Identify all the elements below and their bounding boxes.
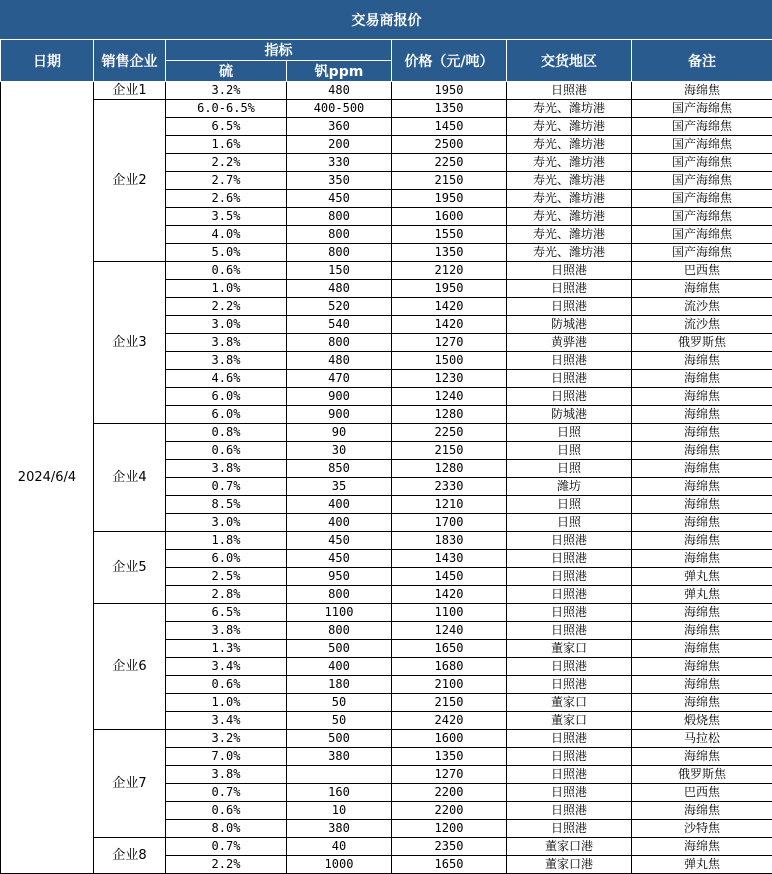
location-cell: 寿光、潍坊港	[507, 208, 632, 226]
vanadium-cell: 10	[287, 802, 392, 820]
price-cell: 1430	[392, 550, 507, 568]
vanadium-cell: 850	[287, 460, 392, 478]
price-cell: 1240	[392, 622, 507, 640]
vanadium-cell: 180	[287, 676, 392, 694]
note-cell: 海绵焦	[632, 406, 772, 424]
vanadium-cell: 90	[287, 424, 392, 442]
table-body	[1, 82, 772, 874]
sulfur-cell: 3.8%	[166, 352, 287, 370]
location-cell: 董家口	[507, 712, 632, 730]
table-row	[1, 82, 772, 100]
vanadium-cell: 800	[287, 586, 392, 604]
vanadium-cell: 330	[287, 154, 392, 172]
location-cell: 寿光、潍坊港	[507, 118, 632, 136]
vanadium-cell: 800	[287, 244, 392, 262]
price-cell: 1200	[392, 820, 507, 838]
table-row	[1, 532, 772, 550]
sulfur-cell: 4.0%	[166, 226, 287, 244]
note-cell: 国产海绵焦	[632, 100, 772, 118]
note-cell: 弹丸焦	[632, 568, 772, 586]
note-cell: 国产海绵焦	[632, 190, 772, 208]
location-cell: 日照	[507, 496, 632, 514]
note-cell: 海绵焦	[632, 640, 772, 658]
company-cell: 企业5	[94, 532, 166, 604]
price-cell: 2100	[392, 676, 507, 694]
sulfur-cell: 2.6%	[166, 190, 287, 208]
location-cell: 日照	[507, 442, 632, 460]
sulfur-cell: 5.0%	[166, 244, 287, 262]
note-cell: 流沙焦	[632, 316, 772, 334]
note-cell: 海绵焦	[632, 550, 772, 568]
sulfur-cell: 8.0%	[166, 820, 287, 838]
sulfur-cell: 3.2%	[166, 82, 287, 100]
location-cell: 日照港	[507, 532, 632, 550]
note-cell: 海绵焦	[632, 658, 772, 676]
price-cell: 1280	[392, 406, 507, 424]
location-cell: 日照港	[507, 604, 632, 622]
location-cell: 日照港	[507, 352, 632, 370]
vanadium-cell: 480	[287, 82, 392, 100]
table-row	[1, 100, 772, 118]
vanadium-cell	[287, 766, 392, 784]
table-row	[1, 730, 772, 748]
header-note: 备注	[632, 40, 772, 82]
location-cell: 日照港	[507, 280, 632, 298]
location-cell: 防城港	[507, 316, 632, 334]
vanadium-cell: 480	[287, 352, 392, 370]
location-cell: 日照港	[507, 82, 632, 100]
header-price: 价格（元/吨）	[392, 40, 507, 82]
location-cell: 日照港	[507, 622, 632, 640]
vanadium-cell: 380	[287, 820, 392, 838]
sulfur-cell: 1.3%	[166, 640, 287, 658]
price-cell: 2500	[392, 136, 507, 154]
sulfur-cell: 0.8%	[166, 424, 287, 442]
location-cell: 日照	[507, 424, 632, 442]
sulfur-cell: 2.2%	[166, 856, 287, 874]
location-cell: 日照港	[507, 550, 632, 568]
note-cell: 俄罗斯焦	[632, 334, 772, 352]
sulfur-cell: 2.5%	[166, 568, 287, 586]
sulfur-cell: 0.7%	[166, 478, 287, 496]
vanadium-cell: 30	[287, 442, 392, 460]
table-row	[1, 838, 772, 856]
date-cell: 2024/6/4	[1, 82, 94, 874]
note-cell: 海绵焦	[632, 604, 772, 622]
location-cell: 日照港	[507, 586, 632, 604]
header-location: 交货地区	[507, 40, 632, 82]
vanadium-cell: 800	[287, 226, 392, 244]
price-cell: 1680	[392, 658, 507, 676]
location-cell: 日照港	[507, 676, 632, 694]
sulfur-cell: 3.2%	[166, 730, 287, 748]
sulfur-cell: 6.0-6.5%	[166, 100, 287, 118]
price-cell: 1280	[392, 460, 507, 478]
price-cell: 2200	[392, 784, 507, 802]
note-cell: 海绵焦	[632, 424, 772, 442]
table-row	[1, 262, 772, 280]
vanadium-cell: 500	[287, 730, 392, 748]
price-cell: 1450	[392, 118, 507, 136]
location-cell: 日照港	[507, 298, 632, 316]
price-cell: 2200	[392, 802, 507, 820]
sulfur-cell: 1.8%	[166, 532, 287, 550]
vanadium-cell: 200	[287, 136, 392, 154]
sulfur-cell: 6.0%	[166, 388, 287, 406]
vanadium-cell: 400-500	[287, 100, 392, 118]
vanadium-cell: 160	[287, 784, 392, 802]
price-cell: 1950	[392, 82, 507, 100]
location-cell: 防城港	[507, 406, 632, 424]
note-cell: 海绵焦	[632, 460, 772, 478]
vanadium-cell: 950	[287, 568, 392, 586]
location-cell: 潍坊	[507, 478, 632, 496]
price-cell: 1100	[392, 604, 507, 622]
location-cell: 日照港	[507, 784, 632, 802]
price-cell: 2250	[392, 154, 507, 172]
vanadium-cell: 400	[287, 658, 392, 676]
note-cell: 国产海绵焦	[632, 154, 772, 172]
sulfur-cell: 0.7%	[166, 784, 287, 802]
price-cell: 1650	[392, 640, 507, 658]
vanadium-cell: 470	[287, 370, 392, 388]
vanadium-cell: 450	[287, 550, 392, 568]
sulfur-cell: 2.8%	[166, 586, 287, 604]
sulfur-cell: 0.6%	[166, 442, 287, 460]
note-cell: 海绵焦	[632, 370, 772, 388]
note-cell: 海绵焦	[632, 676, 772, 694]
note-cell: 马拉松	[632, 730, 772, 748]
sulfur-cell: 6.5%	[166, 604, 287, 622]
vanadium-cell: 1100	[287, 604, 392, 622]
price-cell: 1600	[392, 730, 507, 748]
price-cell: 1350	[392, 100, 507, 118]
vanadium-cell: 360	[287, 118, 392, 136]
company-cell: 企业3	[94, 262, 166, 424]
vanadium-cell: 520	[287, 298, 392, 316]
note-cell: 巴西焦	[632, 784, 772, 802]
note-cell: 国产海绵焦	[632, 118, 772, 136]
vanadium-cell: 380	[287, 748, 392, 766]
sulfur-cell: 1.6%	[166, 136, 287, 154]
note-cell: 海绵焦	[632, 622, 772, 640]
sulfur-cell: 6.0%	[166, 550, 287, 568]
company-cell: 企业4	[94, 424, 166, 532]
note-cell: 煅烧焦	[632, 712, 772, 730]
note-cell: 国产海绵焦	[632, 136, 772, 154]
vanadium-cell: 800	[287, 208, 392, 226]
price-cell: 2250	[392, 424, 507, 442]
company-cell: 企业2	[94, 100, 166, 262]
price-cell: 2420	[392, 712, 507, 730]
note-cell: 海绵焦	[632, 838, 772, 856]
location-cell: 寿光、潍坊港	[507, 172, 632, 190]
note-cell: 海绵焦	[632, 442, 772, 460]
table-title: 交易商报价	[1, 1, 772, 40]
sulfur-cell: 8.5%	[166, 496, 287, 514]
price-cell: 1500	[392, 352, 507, 370]
location-cell: 寿光、潍坊港	[507, 244, 632, 262]
sulfur-cell: 0.6%	[166, 676, 287, 694]
note-cell: 海绵焦	[632, 280, 772, 298]
sulfur-cell: 7.0%	[166, 748, 287, 766]
price-cell: 1950	[392, 190, 507, 208]
vanadium-cell: 540	[287, 316, 392, 334]
table-row	[1, 604, 772, 622]
sulfur-cell: 3.4%	[166, 658, 287, 676]
price-cell: 2330	[392, 478, 507, 496]
sulfur-cell: 3.4%	[166, 712, 287, 730]
location-cell: 日照港	[507, 766, 632, 784]
sulfur-cell: 6.0%	[166, 406, 287, 424]
price-cell: 1240	[392, 388, 507, 406]
sulfur-cell: 6.5%	[166, 118, 287, 136]
vanadium-cell: 400	[287, 514, 392, 532]
note-cell: 巴西焦	[632, 262, 772, 280]
vanadium-cell: 40	[287, 838, 392, 856]
price-cell: 1420	[392, 298, 507, 316]
location-cell: 寿光、潍坊港	[507, 190, 632, 208]
price-cell: 1270	[392, 766, 507, 784]
note-cell: 海绵焦	[632, 478, 772, 496]
price-cell: 1350	[392, 748, 507, 766]
sulfur-cell: 2.2%	[166, 298, 287, 316]
sulfur-cell: 2.2%	[166, 154, 287, 172]
company-cell: 企业6	[94, 604, 166, 730]
price-cell: 1210	[392, 496, 507, 514]
price-cell: 2350	[392, 838, 507, 856]
location-cell: 日照港	[507, 820, 632, 838]
header-vanadium: 钒ppm	[287, 61, 392, 82]
sulfur-cell: 0.7%	[166, 838, 287, 856]
note-cell: 海绵焦	[632, 352, 772, 370]
price-cell: 1830	[392, 532, 507, 550]
note-cell: 海绵焦	[632, 496, 772, 514]
price-cell: 2120	[392, 262, 507, 280]
vanadium-cell: 50	[287, 694, 392, 712]
location-cell: 日照港	[507, 370, 632, 388]
vanadium-cell: 450	[287, 190, 392, 208]
sulfur-cell: 4.6%	[166, 370, 287, 388]
vanadium-cell: 50	[287, 712, 392, 730]
location-cell: 日照港	[507, 262, 632, 280]
sulfur-cell: 3.8%	[166, 460, 287, 478]
header-company: 销售企业	[94, 40, 166, 82]
vanadium-cell: 35	[287, 478, 392, 496]
price-cell: 1550	[392, 226, 507, 244]
sulfur-cell: 1.0%	[166, 280, 287, 298]
price-cell: 1450	[392, 568, 507, 586]
location-cell: 寿光、潍坊港	[507, 226, 632, 244]
sulfur-cell: 3.8%	[166, 334, 287, 352]
company-cell: 企业8	[94, 838, 166, 874]
company-cell: 企业7	[94, 730, 166, 838]
sulfur-cell: 0.6%	[166, 802, 287, 820]
note-cell: 弹丸焦	[632, 586, 772, 604]
vanadium-cell: 150	[287, 262, 392, 280]
location-cell: 日照港	[507, 658, 632, 676]
header-indicator: 指标	[166, 40, 392, 61]
sulfur-cell: 3.0%	[166, 316, 287, 334]
location-cell: 黄骅港	[507, 334, 632, 352]
header-date: 日期	[1, 40, 94, 82]
sulfur-cell: 3.5%	[166, 208, 287, 226]
note-cell: 海绵焦	[632, 532, 772, 550]
price-cell: 2150	[392, 442, 507, 460]
note-cell: 沙特焦	[632, 820, 772, 838]
price-cell: 1270	[392, 334, 507, 352]
location-cell: 日照港	[507, 802, 632, 820]
sulfur-cell: 3.8%	[166, 766, 287, 784]
vanadium-cell: 500	[287, 640, 392, 658]
note-cell: 流沙焦	[632, 298, 772, 316]
note-cell: 海绵焦	[632, 514, 772, 532]
note-cell: 国产海绵焦	[632, 226, 772, 244]
location-cell: 日照港	[507, 388, 632, 406]
note-cell: 国产海绵焦	[632, 172, 772, 190]
note-cell: 海绵焦	[632, 802, 772, 820]
location-cell: 寿光、潍坊港	[507, 136, 632, 154]
note-cell: 国产海绵焦	[632, 244, 772, 262]
sulfur-cell: 3.0%	[166, 514, 287, 532]
vanadium-cell: 900	[287, 388, 392, 406]
note-cell: 海绵焦	[632, 694, 772, 712]
note-cell: 海绵焦	[632, 388, 772, 406]
vanadium-cell: 400	[287, 496, 392, 514]
price-cell: 1700	[392, 514, 507, 532]
note-cell: 弹丸焦	[632, 856, 772, 874]
location-cell: 寿光、潍坊港	[507, 154, 632, 172]
location-cell: 董家口	[507, 694, 632, 712]
note-cell: 国产海绵焦	[632, 208, 772, 226]
location-cell: 董家口港	[507, 838, 632, 856]
sulfur-cell: 3.8%	[166, 622, 287, 640]
location-cell: 日照港	[507, 730, 632, 748]
location-cell: 日照港	[507, 748, 632, 766]
location-cell: 日照	[507, 460, 632, 478]
price-cell: 1230	[392, 370, 507, 388]
location-cell: 寿光、潍坊港	[507, 100, 632, 118]
company-cell: 企业1	[94, 82, 166, 100]
price-cell: 1350	[392, 244, 507, 262]
vanadium-cell: 350	[287, 172, 392, 190]
vanadium-cell: 1000	[287, 856, 392, 874]
price-cell: 1650	[392, 856, 507, 874]
vanadium-cell: 800	[287, 334, 392, 352]
vanadium-cell: 480	[287, 280, 392, 298]
location-cell: 董家口	[507, 640, 632, 658]
header-sulfur: 硫	[166, 61, 287, 82]
note-cell: 海绵焦	[632, 82, 772, 100]
price-cell: 1950	[392, 280, 507, 298]
location-cell: 董家口港	[507, 856, 632, 874]
vanadium-cell: 900	[287, 406, 392, 424]
sulfur-cell: 0.6%	[166, 262, 287, 280]
sulfur-cell: 2.7%	[166, 172, 287, 190]
vanadium-cell: 450	[287, 532, 392, 550]
location-cell: 日照港	[507, 568, 632, 586]
price-cell: 1420	[392, 316, 507, 334]
sulfur-cell: 1.0%	[166, 694, 287, 712]
note-cell: 海绵焦	[632, 748, 772, 766]
price-cell: 1420	[392, 586, 507, 604]
price-cell: 2150	[392, 172, 507, 190]
table-row	[1, 424, 772, 442]
location-cell: 日照	[507, 514, 632, 532]
vanadium-cell: 800	[287, 622, 392, 640]
note-cell: 俄罗斯焦	[632, 766, 772, 784]
price-cell: 2150	[392, 694, 507, 712]
price-cell: 1600	[392, 208, 507, 226]
